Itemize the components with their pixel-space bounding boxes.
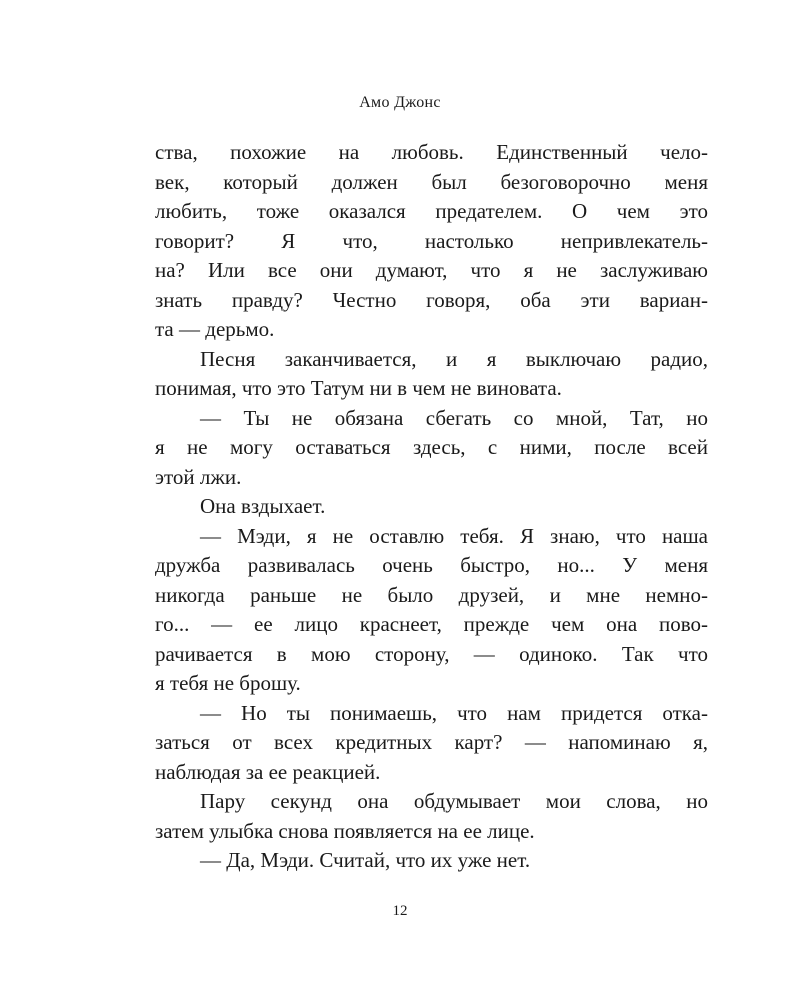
page-number: 12 (392, 903, 408, 919)
text-line: любить, тоже оказался предателем. О чем это (155, 199, 708, 223)
text-line: — Да, Мэди. Считай, что их уже нет. (200, 848, 531, 872)
text-line: говорит? Я что, настолько непривлекатель- (155, 228, 708, 253)
text-line: этой лжи. (155, 464, 242, 489)
text-line: я не могу оставаться здесь, с ними, после всей (155, 435, 708, 459)
body-text (155, 138, 708, 876)
text-line: никогда раньше не было друзей, и мне немно- (155, 582, 708, 607)
text-line: дружба развивалась очень быстро, но... У меня (155, 553, 708, 577)
text-line: я тебя не брошу. (155, 671, 301, 695)
text-line: на? Или все они думают, что я не заслуживаю (155, 258, 708, 282)
text-line: — Мэди, я не оставлю тебя. Я знаю, что наша (200, 523, 708, 548)
text-line: понимая, что это Татум ни в чем не виновата. (155, 376, 562, 400)
text-line: затем улыбка снова появляется на ее лице. (155, 818, 535, 843)
running-head-author: Амо Джонс (359, 94, 441, 111)
text-line: рачивается в мою сторону, — одиноко. Так что (155, 641, 708, 666)
text-line: Пару секунд она обдумывает мои слова, но (200, 789, 708, 813)
text-line: Песня заканчивается, и я выключаю радио, (200, 346, 708, 371)
text-line: знать правду? Честно говоря, оба эти вариан- (155, 287, 708, 312)
text-line: ства, похожие на любовь. Единственный чело- (155, 140, 708, 164)
text-line: го... — ее лицо краснеет, прежде чем она пово- (155, 612, 708, 636)
text-line: век, который должен был безоговорочно меня (155, 169, 708, 194)
text-line: Она вздыхает. (200, 494, 326, 518)
text-line: наблюдая за ее реакцией. (155, 759, 381, 784)
text-line: заться от всех кредитных карт? — напоминаю я, (155, 730, 708, 754)
text-line: — Ты не обязана сбегать со мной, Тат, но (200, 405, 708, 430)
text-line: та — дерьмо. (155, 317, 275, 341)
text-line: — Но ты понимаешь, что нам придется отка- (200, 700, 708, 725)
